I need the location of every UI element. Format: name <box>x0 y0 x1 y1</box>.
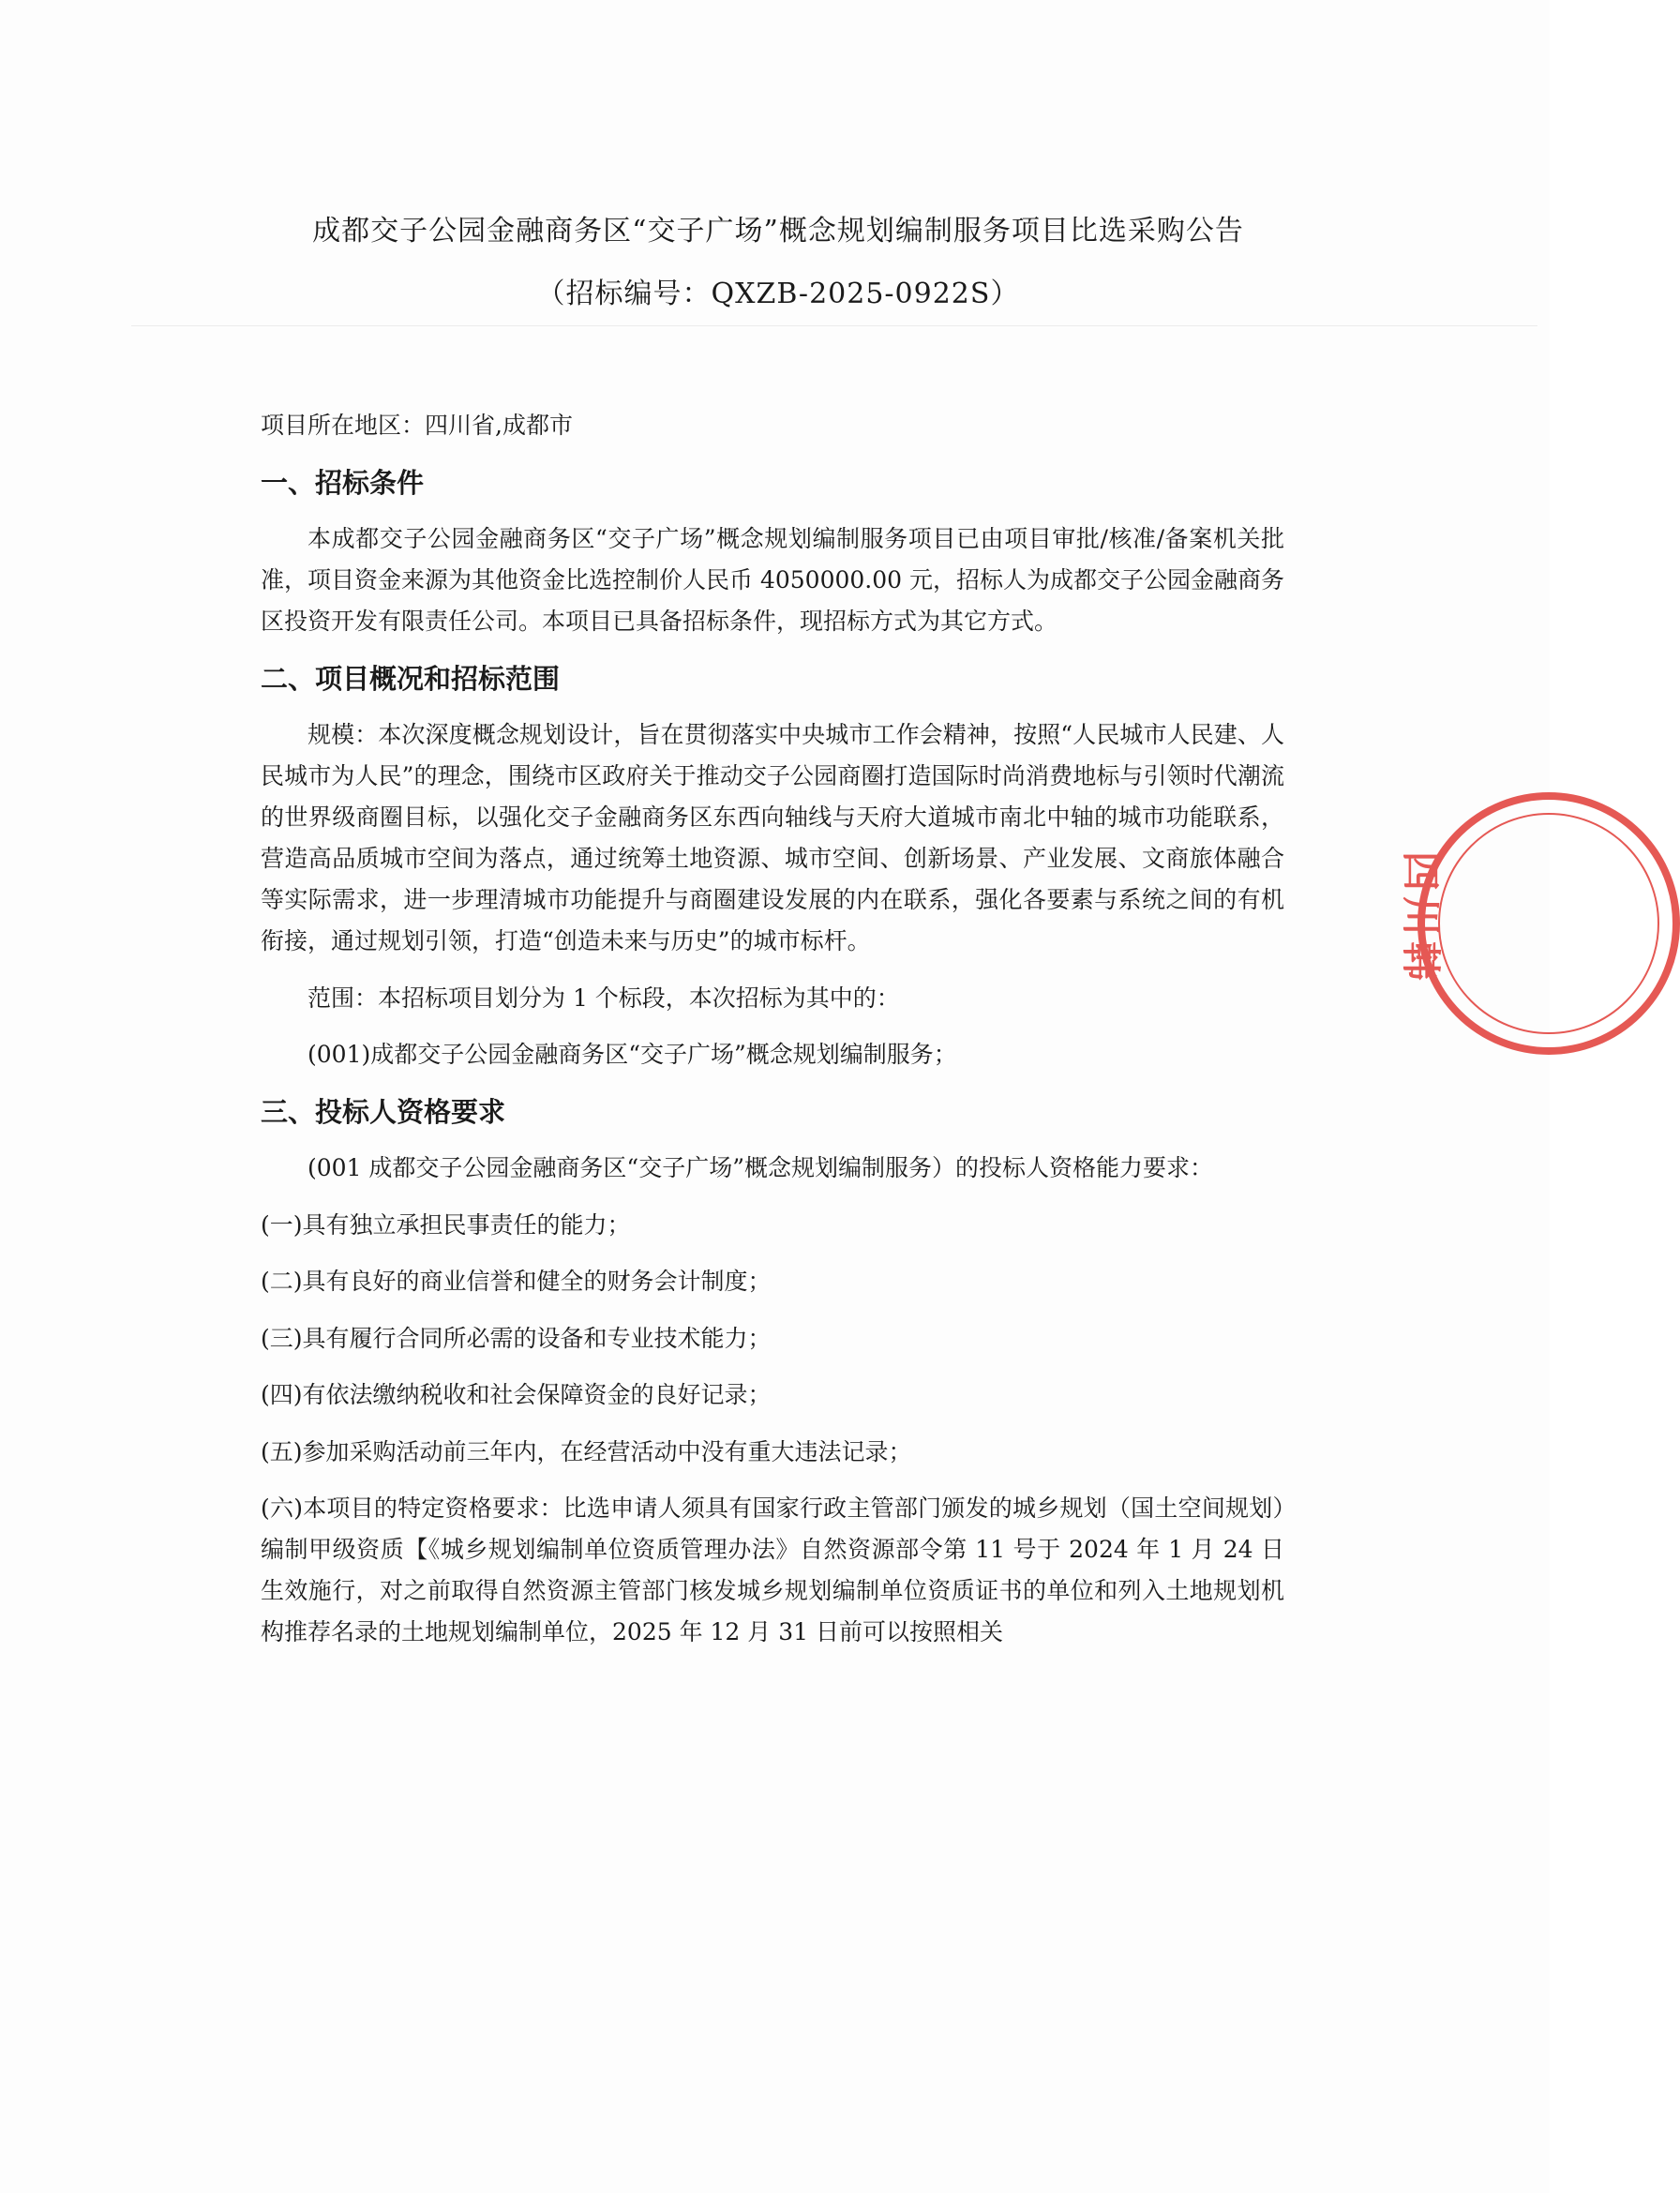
qualification-item: (二)具有良好的商业信誉和健全的财务会计制度； <box>261 1268 772 1295</box>
section-heading-qualifications: 三、投标人资格要求 <box>261 1095 506 1128</box>
seal-text: 四川韩 <box>1398 851 1444 987</box>
project-lot-item: (001)成都交子公园金融商务区“交子广场”概念规划编制服务； <box>308 1041 957 1068</box>
qualification-intro: (001 成都交子公园金融商务区“交子广场”概念规划编制服务）的投标人资格能力要求： <box>308 1154 1213 1181</box>
qualification-item: (五)参加采购活动前三年内，在经营活动中没有重大违法记录； <box>261 1437 912 1465</box>
section-heading-project-overview: 二、项目概况和招标范围 <box>261 662 561 695</box>
qualification-item: (三)具有履行合同所必需的设备和专业技术能力； <box>261 1324 772 1352</box>
bid-conditions-paragraph: 本成都交子公园金融商务区“交子广场”概念规划编制服务项目已由项目审批/核准/备案机关批准，项目资金来源为其他资金比选控制价人民币 4050000.00 元，招标人为成都交子公园金融商务区投资开发有限责任公司。本项目已具备招标条件，现招标方式为其它方式。 <box>261 525 1284 635</box>
faint-divider-line <box>131 325 1538 326</box>
project-scale-paragraph: 规模：本次深度概念规划设计，旨在贯彻落实中央城市工作会精神，按照“人民城市人民建、人民城市为人民”的理念，围绕市区政府关于推动交子公园商圈打造国际时尚消费地标与引领时代潮流的世界级商圈目标，以强化交子金融商务区东西向轴线与天府大道城市南北中轴的城市功能联系，营造高品质城市空间为落点，通过统筹土地资源、城市空间、创新场景、产业发展、文商旅体融合等实际需求，进一步理清城市功能提升与商圈建设发展的内在联系，强化各要素与系统之间的有机衔接，通过规划引领，打造“创造未来与历史”的城市标杆。 <box>261 721 1284 954</box>
document-body <box>261 405 1284 1669</box>
seal-inner-ring <box>1438 813 1659 1034</box>
project-location: 项目所在地区：四川省,成都市 <box>261 412 573 439</box>
qualification-item: (一)具有独立承担民事责任的能力； <box>261 1210 631 1239</box>
red-seal-stamp <box>1398 792 1680 1055</box>
section-heading-bid-conditions: 一、招标条件 <box>261 466 425 499</box>
qualification-item: (四)有依法缴纳税收和社会保障资金的良好记录； <box>261 1381 772 1408</box>
bid-number: （招标编号：QXZB-2025-0922S） <box>536 278 1020 310</box>
document-title: 成都交子公园金融商务区“交子广场”概念规划编制服务项目比选采购公告 <box>312 215 1244 248</box>
project-scope-paragraph: 范围：本招标项目划分为 1 个标段，本次招标为其中的： <box>308 984 900 1012</box>
qualification-item-special: (六)本项目的特定资格要求：比选申请人须具有国家行政主管部门颁发的城乡规划（国土空间规划）编制甲级资质【《城乡规划编制单位资质管理办法》自然资源部令第 11 号于 2024 年 1 月 24 日生效施行，对之前取得自然资源主管部门核发城乡规划编制单位资质证书的单位和列入土地规划机构推荐名录的土地规划编制单位，2025 年 12 月 31 日前可以按照相关 <box>261 1495 1284 1645</box>
